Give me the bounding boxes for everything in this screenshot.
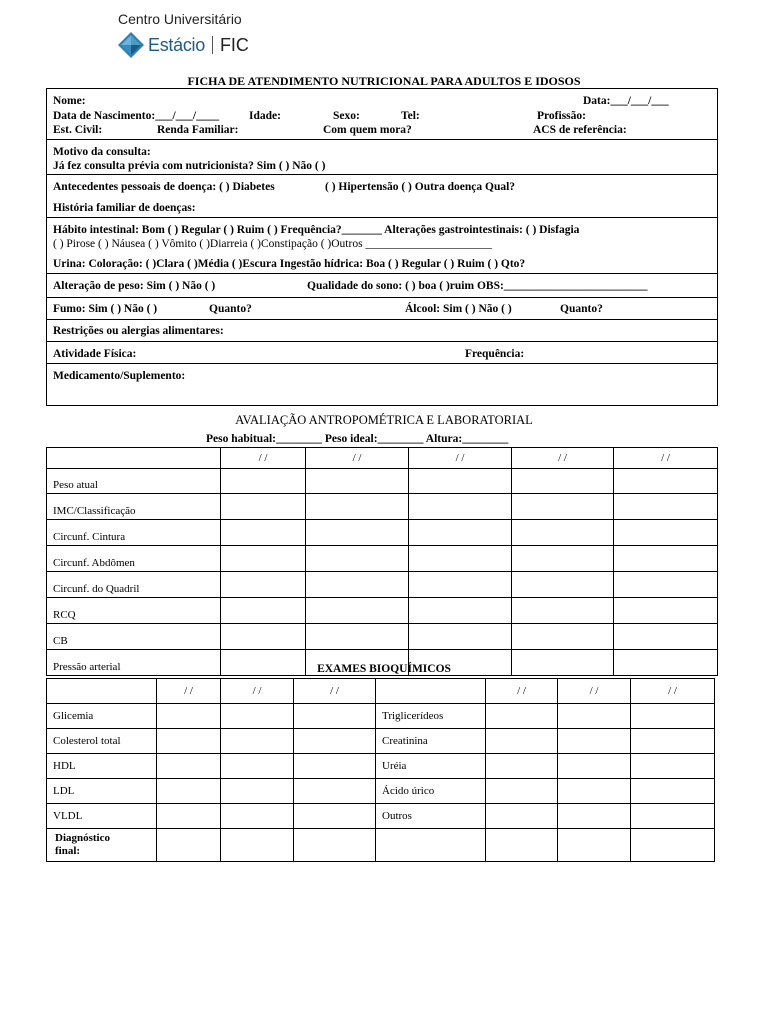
antropo-value-cell[interactable] [306, 494, 409, 520]
acs-field[interactable]: ACS de referência: [533, 124, 627, 136]
habito-section [47, 218, 717, 274]
bio-value-cell[interactable] [486, 754, 558, 779]
bio-row [47, 729, 715, 754]
antropo-row [47, 546, 718, 572]
nascimento-field[interactable]: Data de Nascimento:___/___/____ [53, 110, 220, 122]
bio-exam-label: LDL [47, 779, 157, 804]
bio-exam-label: Glicemia [47, 704, 157, 729]
bio-exam-label: VLDL [47, 804, 157, 829]
antropo-row-label: RCQ [47, 598, 221, 624]
sintomas-field[interactable]: ( ) Pirose ( ) Náusea ( ) Vômito ( )Diarreia ( )Constipação ( )Outros ______________________ [53, 238, 492, 250]
data-field[interactable]: Data:___/___/___ [583, 95, 669, 107]
antropo-value-cell[interactable] [614, 598, 718, 624]
antropo-value-cell[interactable] [221, 546, 306, 572]
consulta-previa-field[interactable]: Já fez consulta prévia com nutricionista? Sim ( ) Não ( ) [53, 160, 326, 172]
diagnostico-value-cell[interactable] [294, 829, 376, 862]
antropo-row [47, 520, 718, 546]
habito-intestinal-field[interactable]: Hábito intestinal: Bom ( ) Regular ( ) Ruim ( ) Frequência?_______ Alterações gastrointestinais: ( ) Disfagia [53, 224, 580, 236]
atividade-field[interactable]: Atividade Física: [53, 348, 137, 360]
alcool-field[interactable]: Álcool: Sim ( ) Não ( ) [405, 303, 512, 315]
antropo-value-cell[interactable] [409, 546, 512, 572]
antropo-date-cell[interactable]: / / [409, 448, 512, 469]
bio-value-cell[interactable] [558, 779, 631, 804]
idade-field[interactable]: Idade: [249, 110, 281, 122]
bio-value-cell[interactable] [294, 779, 376, 804]
bio-exam-label: HDL [47, 754, 157, 779]
diagnostico-row [47, 829, 715, 862]
qualidade-sono-field[interactable]: Qualidade do sono: ( ) boa ( )ruim OBS:_________________________ [307, 280, 648, 292]
bio-exam-label: Outros [376, 804, 486, 829]
bio-value-cell[interactable] [631, 704, 715, 729]
bio-value-cell[interactable] [221, 729, 294, 754]
bio-header-blank-right [376, 679, 486, 704]
bio-value-cell[interactable] [221, 704, 294, 729]
motivo-field[interactable]: Motivo da consulta: [53, 146, 151, 158]
antropo-value-cell[interactable] [409, 598, 512, 624]
antropo-value-cell[interactable] [409, 494, 512, 520]
fumo-alcool-section [47, 298, 717, 320]
alteracao-peso-field[interactable]: Alteração de peso: Sim ( ) Não ( ) [53, 280, 216, 292]
antropo-date-cell[interactable]: / / [512, 448, 614, 469]
bio-exam-label: Creatinina [376, 729, 486, 754]
consulta-section [47, 140, 717, 175]
antecedentes-field[interactable]: Antecedentes pessoais de doença: ( ) Diabetes [53, 181, 275, 193]
bio-date-cell[interactable]: / / [221, 679, 294, 704]
peso-altura-line[interactable]: Peso habitual:________ Peso ideal:________ Altura:________ [206, 433, 509, 445]
antropo-value-cell[interactable] [512, 546, 614, 572]
antropo-value-cell[interactable] [306, 520, 409, 546]
bio-value-cell[interactable] [294, 704, 376, 729]
antropo-date-cell[interactable]: / / [306, 448, 409, 469]
bio-header-blank-left [47, 679, 157, 704]
antropo-value-cell[interactable] [614, 546, 718, 572]
bio-value-cell[interactable] [631, 729, 715, 754]
bio-date-cell[interactable]: / / [631, 679, 715, 704]
bio-value-cell[interactable] [157, 804, 221, 829]
outras-doencas-field[interactable]: ( ) Hipertensão ( ) Outra doença Qual? [325, 181, 516, 193]
antropo-value-cell[interactable] [409, 520, 512, 546]
bio-value-cell[interactable] [157, 704, 221, 729]
antropo-value-cell[interactable] [221, 572, 306, 598]
antropo-value-cell[interactable] [512, 494, 614, 520]
antecedentes-section [47, 175, 717, 218]
antropo-value-cell[interactable] [614, 572, 718, 598]
bio-value-cell[interactable] [558, 804, 631, 829]
antropo-header-row [47, 448, 718, 469]
antropo-value-cell[interactable] [614, 624, 718, 650]
bio-value-cell[interactable] [294, 729, 376, 754]
bio-value-cell[interactable] [294, 754, 376, 779]
bio-value-cell[interactable] [631, 754, 715, 779]
antropo-header-blank [47, 448, 221, 469]
bio-row [47, 804, 715, 829]
bio-exam-label: Triglicerídeos [376, 704, 486, 729]
antropo-row-label: Circunf. Cintura [47, 520, 221, 546]
identification-section [47, 89, 717, 140]
nome-field[interactable]: Nome: [53, 95, 86, 107]
antropo-value-cell[interactable] [614, 469, 718, 494]
bio-value-cell[interactable] [157, 779, 221, 804]
antropo-value-cell[interactable] [409, 572, 512, 598]
antropo-value-cell[interactable] [221, 494, 306, 520]
bio-value-cell[interactable] [558, 704, 631, 729]
antropo-row-label: Peso atual [47, 469, 221, 494]
bio-value-cell[interactable] [157, 729, 221, 754]
bio-value-cell[interactable] [631, 804, 715, 829]
fumo-field[interactable]: Fumo: Sim ( ) Não ( ) [53, 303, 158, 315]
est-civil-field[interactable]: Est. Civil: [53, 124, 103, 136]
antropo-row [47, 572, 718, 598]
logo-unit: FIC [219, 34, 249, 55]
antropometria-table [46, 447, 718, 676]
peso-sono-section [47, 274, 717, 298]
bio-exam-label: Ácido úrico [376, 779, 486, 804]
bio-value-cell[interactable] [294, 804, 376, 829]
bio-date-cell[interactable]: / / [486, 679, 558, 704]
antropo-row [47, 598, 718, 624]
antropo-row [47, 494, 718, 520]
logo [118, 32, 249, 58]
diagnostico-value-cell[interactable] [558, 829, 631, 862]
antropo-value-cell[interactable] [512, 598, 614, 624]
bio-value-cell[interactable] [486, 704, 558, 729]
antropo-row-label: IMC/Classificação [47, 494, 221, 520]
antropo-value-cell[interactable] [221, 520, 306, 546]
antropo-value-cell[interactable] [512, 520, 614, 546]
antropo-title: AVALIAÇÃO ANTROPOMÉTRICA E LABORATORIAL [235, 413, 533, 427]
bioquimicos-title: EXAMES BIOQUÍMICOS [317, 663, 451, 675]
urina-field[interactable]: Urina: Coloração: ( )Clara ( )Média ( )Escura Ingestão hídrica: Boa ( ) Regular ( ) Ruim ( ) Qto? [53, 258, 526, 270]
alcool-quanto-field[interactable]: Quanto? [560, 303, 603, 315]
restricoes-field[interactable]: Restrições ou alergias alimentares: [53, 325, 224, 337]
antropo-value-cell[interactable] [614, 494, 718, 520]
bio-date-cell[interactable]: / / [294, 679, 376, 704]
antropo-value-cell[interactable] [221, 624, 306, 650]
diagnostico-value-cell[interactable] [631, 829, 715, 862]
antropo-date-cell[interactable]: / / [221, 448, 306, 469]
bio-date-cell[interactable]: / / [558, 679, 631, 704]
restricoes-section [47, 320, 717, 342]
antropo-row-label: Circunf. do Quadril [47, 572, 221, 598]
diagnostico-value-cell[interactable] [221, 829, 294, 862]
bio-row [47, 754, 715, 779]
antropo-row [47, 624, 718, 650]
antropo-value-cell[interactable] [306, 572, 409, 598]
antropo-row [47, 469, 718, 494]
diagnostico-value-cell[interactable] [486, 829, 558, 862]
fumo-quanto-field[interactable]: Quanto? [209, 303, 252, 315]
bio-value-cell[interactable] [558, 754, 631, 779]
atividade-frequencia-field[interactable]: Frequência: [465, 348, 525, 360]
com-quem-field[interactable]: Com quem mora? [323, 124, 412, 136]
logo-brand: Estácio [148, 34, 205, 55]
bio-value-cell[interactable] [631, 779, 715, 804]
bioquimicos-table [46, 678, 715, 862]
profissao-field[interactable]: Profissão: [537, 110, 586, 122]
diagnostico-value-cell[interactable] [376, 829, 486, 862]
diamond-logo-icon [118, 32, 144, 58]
institution-name: Centro Universitário [118, 11, 242, 27]
antropo-value-cell[interactable] [409, 624, 512, 650]
tel-field[interactable]: Tel: [401, 110, 420, 122]
antropo-value-cell[interactable] [306, 624, 409, 650]
antropo-row-label: CB [47, 624, 221, 650]
bio-header-row [47, 679, 715, 704]
antropo-row-label: Pressão arterial [47, 650, 221, 676]
antropo-value-cell[interactable] [614, 520, 718, 546]
antropo-date-cell[interactable]: / / [614, 448, 718, 469]
antropo-value-cell[interactable] [221, 598, 306, 624]
bio-value-cell[interactable] [221, 779, 294, 804]
bio-row [47, 704, 715, 729]
sexo-field[interactable]: Sexo: [333, 110, 360, 122]
bio-exam-label: Uréia [376, 754, 486, 779]
antropo-value-cell[interactable] [512, 624, 614, 650]
antropo-value-cell[interactable] [512, 572, 614, 598]
renda-field[interactable]: Renda Familiar: [157, 124, 239, 136]
bio-value-cell[interactable] [486, 804, 558, 829]
logo-divider [212, 36, 213, 54]
form-title: FICHA DE ATENDIMENTO NUTRICIONAL PARA ADULTOS E IDOSOS [187, 74, 581, 88]
bio-exam-label: Colesterol total [47, 729, 157, 754]
bio-value-cell[interactable] [221, 804, 294, 829]
diagnostico-label: Diagnóstico final: [47, 829, 157, 862]
antropo-value-cell[interactable] [409, 469, 512, 494]
antropo-row-label: Circunf. Abdômen [47, 546, 221, 572]
antropo-value-cell[interactable] [306, 469, 409, 494]
medicamento-field[interactable]: Medicamento/Suplemento: [53, 370, 186, 382]
antropo-value-cell[interactable] [306, 598, 409, 624]
antropo-value-cell[interactable] [221, 469, 306, 494]
medicamento-section [47, 364, 717, 405]
diagnostico-value-cell[interactable] [157, 829, 221, 862]
atividade-section [47, 342, 717, 364]
patient-info-box [46, 88, 718, 406]
antropo-value-cell[interactable] [512, 469, 614, 494]
antropo-value-cell[interactable] [306, 546, 409, 572]
bio-date-cell[interactable]: / / [157, 679, 221, 704]
bio-value-cell[interactable] [221, 754, 294, 779]
bio-row [47, 779, 715, 804]
bio-value-cell[interactable] [486, 779, 558, 804]
bio-value-cell[interactable] [486, 729, 558, 754]
bio-value-cell[interactable] [157, 754, 221, 779]
historia-familiar-field[interactable]: História familiar de doenças: [53, 202, 196, 214]
bio-value-cell[interactable] [558, 729, 631, 754]
